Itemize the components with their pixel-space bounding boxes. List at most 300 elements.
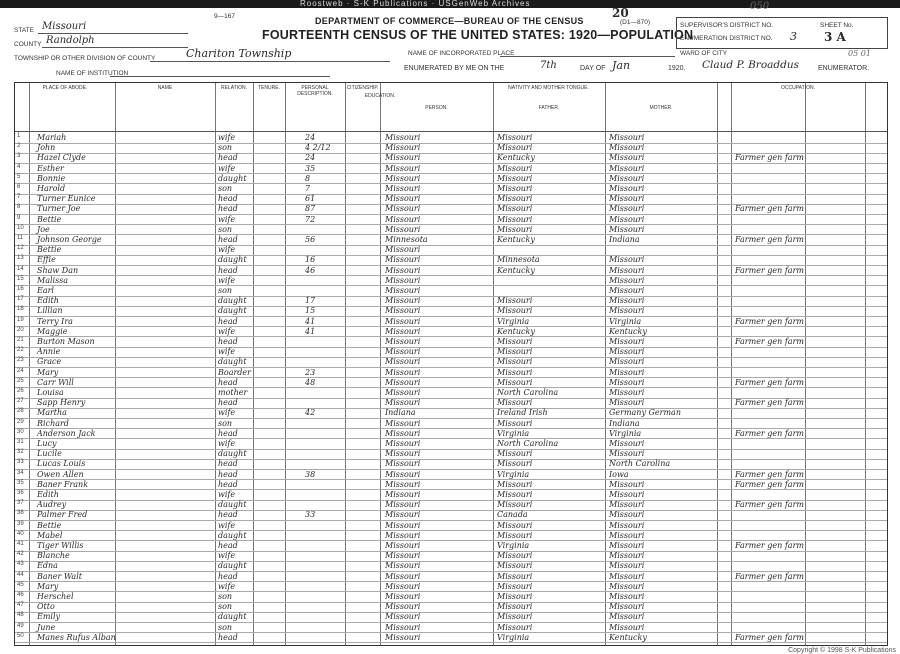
row-number: 30 [17,428,24,435]
birthplace: Missouri [385,194,421,204]
mother-birthplace: Kentucky [609,326,647,336]
archive-banner-text: Roostweb · S-K Publications · USGenWeb Archives [300,0,531,8]
relation: head [218,337,238,346]
relation: wife [218,326,236,336]
birthplace: Missouri [385,245,421,255]
county-label: COUNTY [14,41,42,48]
person-name: Hazel Clyde [37,153,86,163]
father-birthplace: Missouri [497,612,533,622]
mother-birthplace: Germany German [609,408,681,418]
occupation: Farmer gen farm [735,469,804,479]
table-row [15,143,887,153]
table-row [15,317,887,327]
father-birthplace: Missouri [497,143,533,153]
mother-birthplace: Missouri [609,510,645,520]
relation: head [218,265,238,275]
age: 35 [305,163,316,173]
col-nativity: NATIVITY AND MOTHER TONGUE. [508,85,589,91]
col-tenure: TENURE. [258,85,280,91]
birthplace: Missouri [385,500,421,510]
relation: daught [218,530,247,540]
father-birthplace: Missouri [497,449,533,459]
occupation: Farmer gen farm [735,153,804,163]
father-birthplace: Missouri [497,377,533,387]
supervisor-label: SUPERVISOR'S DISTRICT NO. [680,22,774,29]
relation: daught [218,561,247,571]
row-number: 39 [17,520,24,527]
person-name: Grace [37,357,62,367]
institution-label: NAME OF INSTITUTION [56,70,129,77]
person-name: Lucy [37,439,57,448]
father-birthplace: Virginia [497,469,530,479]
row-number: 15 [17,275,24,282]
mother-birthplace: Missouri [609,500,645,510]
occupation: Farmer gen farm [735,377,804,387]
father-birthplace: Missouri [497,530,533,540]
row-number: 26 [17,388,24,394]
birthplace: Missouri [385,265,421,275]
person-name: Harold [37,184,66,193]
census-title: FOURTEENTH CENSUS OF THE UNITED STATES: 1920—POPULATION [262,28,694,42]
row-rule [15,642,887,643]
person-name: Edna [37,561,58,571]
row-number: 13 [17,255,24,262]
person-name: Bettie [37,245,62,255]
col-name: NAME [157,85,173,91]
table-row [15,582,887,592]
birthplace: Missouri [385,530,421,540]
relation: head [218,316,238,326]
table-row [15,347,887,357]
birthplace: Missouri [385,163,421,173]
birthplace: Missouri [385,133,421,142]
row-number: 27 [17,398,24,405]
father-birthplace: Missouri [497,459,533,469]
father-birthplace: Missouri [497,581,533,591]
relation: wife [218,581,236,591]
birthplace: Missouri [385,388,421,397]
col-personal-description: PERSONAL DESCRIPTION. [297,85,333,97]
person-name: Anderson Jack [37,428,96,438]
father-birthplace: North Carolina [497,439,559,448]
mother-birthplace: Missouri [609,296,645,306]
person-name: Sapp Henry [37,398,86,408]
age: 61 [305,194,316,204]
birthplace: Missouri [385,520,421,530]
birthplace: Missouri [385,479,421,489]
birthplace: Missouri [385,275,421,285]
row-number: 41 [17,541,24,547]
table-row [15,378,887,388]
row-number: 44 [17,571,24,578]
col-place-of-abode: PLACE OF ABODE. [42,85,88,91]
birthplace: Missouri [385,316,421,326]
table-row [15,266,887,276]
table-row [15,633,887,643]
table-row [15,500,887,510]
mother-birthplace: Missouri [609,184,645,193]
occupation: Farmer gen farm [735,398,804,408]
person-name: Otto [37,602,55,612]
table-row [15,612,887,622]
father-birthplace: Missouri [497,490,533,499]
relation: head [218,541,238,550]
birthplace: Missouri [385,377,421,387]
relation: son [218,224,233,234]
father-birthplace: Missouri [497,347,533,357]
birthplace: Missouri [385,612,421,622]
table-row [15,215,887,225]
subhead-father: FATHER. [538,105,560,111]
father-birthplace: Missouri [497,173,533,183]
father-birthplace: Missouri [497,214,533,224]
table-row [15,306,887,316]
father-birthplace: Canada [497,510,528,520]
occupation: Farmer gen farm [735,479,804,489]
row-number: 17 [17,296,24,303]
father-birthplace: Missouri [497,520,533,530]
birthplace: Missouri [385,398,421,408]
row-number: 8 [17,204,21,211]
row-number: 12 [17,245,24,252]
father-birthplace: Virginia [497,428,530,438]
person-name: Earl [37,286,54,295]
table-row [15,429,887,439]
birthplace: Missouri [385,571,421,581]
age: 8 [305,173,311,183]
mother-birthplace: Missouri [609,520,645,530]
person-name: Turner Eunice [37,194,96,204]
mother-birthplace: Missouri [609,592,645,601]
mother-birthplace: Missouri [609,153,645,163]
birthplace: Missouri [385,551,421,561]
table-row [15,408,887,418]
row-number: 21 [17,337,24,343]
birthplace: Missouri [385,214,421,224]
row-number: 47 [17,602,24,609]
mother-birthplace: Missouri [609,479,645,489]
table-row [15,174,887,184]
person-name: John [37,143,56,153]
relation: daught [218,500,247,510]
person-name: Bonnie [37,173,66,183]
row-number: 50 [17,632,24,639]
enumerated-label: ENUMERATED BY ME ON THE [404,65,505,72]
person-name: Esther [37,163,64,173]
mother-birthplace: Missouri [609,581,645,591]
row-number: 22 [17,347,24,354]
occupation: Farmer gen farm [735,500,804,510]
table-row [15,337,887,347]
page-number: 20 [612,6,629,20]
relation: head [218,194,238,204]
father-birthplace: Missouri [497,357,533,367]
relation: head [218,204,238,214]
row-number: 42 [17,551,24,558]
table-row [15,592,887,602]
father-birthplace: Missouri [497,571,533,581]
person-name: June [37,622,56,632]
mother-birthplace: Missouri [609,571,645,581]
mother-birthplace: Missouri [609,612,645,622]
occupation: Farmer gen farm [735,235,804,244]
relation: head [218,235,238,244]
mother-birthplace: Missouri [609,377,645,387]
person-name: Manes Rufus Alban [37,632,116,642]
subhead-mother: MOTHER. [649,105,673,111]
relation: head [218,571,238,581]
table-row [15,490,887,500]
age: 7 [305,184,311,193]
mother-birthplace: Missouri [609,357,645,367]
birthplace: Missouri [385,510,421,520]
county-value: Randolph [46,35,95,46]
birthplace: Missouri [385,184,421,193]
father-birthplace: North Carolina [497,388,559,397]
mother-birthplace: Virginia [609,428,642,438]
person-name: Malissa [37,275,69,285]
birthplace: Missouri [385,490,421,499]
row-number: 7 [17,194,21,201]
relation: son [218,592,233,601]
relation: wife [218,133,236,142]
mother-birthplace: Indiana [609,418,640,428]
relation: daught [218,357,247,367]
department-heading: DEPARTMENT OF COMMERCE—BUREAU OF THE CENSUS [315,16,584,26]
person-name: Effie [37,255,56,265]
table-row [15,449,887,459]
row-number: 23 [17,357,24,364]
person-name: Turner Joe [37,204,81,214]
form-number: 9—167 [214,13,235,20]
table-row [15,459,887,469]
relation: daught [218,296,247,306]
ward-label: WARD OF CITY [680,50,728,57]
row-number: 6 [17,184,21,190]
age: 24 [305,153,316,163]
age: 23 [305,367,316,377]
person-name: Tiger Willis [37,541,84,550]
state-label: STATE [14,27,34,34]
mother-birthplace: Missouri [609,530,645,540]
row-number: 36 [17,490,24,496]
person-name: Johnson George [37,235,102,244]
mother-birthplace: Missouri [609,194,645,204]
father-birthplace: Minnesota [497,255,540,265]
age: 4 2/12 [305,143,331,153]
father-birthplace: Virginia [497,632,530,642]
relation: wife [218,347,236,357]
relation: wife [218,163,236,173]
relation: wife [218,214,236,224]
age: 15 [305,306,316,316]
relation: head [218,479,238,489]
person-name: Martha [37,408,67,418]
row-number: 14 [17,265,24,272]
row-number: 46 [17,592,24,598]
relation: wife [218,551,236,561]
father-birthplace: Missouri [497,367,533,377]
row-number: 38 [17,510,24,517]
birthplace: Missouri [385,602,421,612]
birthplace: Missouri [385,632,421,642]
birthplace: Missouri [385,173,421,183]
occupation: Farmer gen farm [735,428,804,438]
copyright-notice: Copyright © 1998 S-K Publications [788,647,896,654]
father-birthplace: Kentucky [497,235,535,244]
person-name: Blanche [37,551,70,561]
mother-birthplace: Iowa [609,469,629,479]
col-education: EDUCATION. [364,93,396,99]
relation: wife [218,275,236,285]
table-row [15,235,887,245]
occupation: Farmer gen farm [735,204,804,214]
row-number: 45 [17,581,24,588]
col-relation: RELATION. [220,85,248,91]
mother-birthplace: Missouri [609,224,645,234]
mother-birthplace: Missouri [609,163,645,173]
birthplace: Indiana [385,408,416,418]
row-number: 25 [17,377,24,384]
table-row [15,286,887,296]
birthplace: Missouri [385,306,421,316]
corner-note: 050 [750,1,770,12]
birthplace: Missouri [385,255,421,265]
birthplace: Missouri [385,357,421,367]
table-row [15,204,887,214]
table-row [15,194,887,204]
person-name: Shaw Dan [37,265,79,275]
father-birthplace: Kentucky [497,153,535,163]
person-name: Mary [37,367,59,377]
birthplace: Missouri [385,153,421,163]
mother-birthplace: Missouri [609,306,645,316]
age: 56 [305,235,316,244]
row-number: 24 [17,367,24,374]
father-birthplace: Missouri [497,561,533,571]
row-number: 29 [17,418,24,425]
table-row [15,602,887,612]
person-name: Emily [37,612,61,622]
person-name: Edith [37,490,59,499]
table-row [15,133,887,143]
father-birthplace: Ireland Irish [497,408,548,418]
row-number: 16 [17,286,24,292]
mother-birthplace: Missouri [609,602,645,612]
relation: daught [218,173,247,183]
mother-birthplace: Missouri [609,561,645,571]
mother-birthplace: Missouri [609,439,645,448]
relation: mother [218,388,248,397]
person-name: Mariah [37,133,67,142]
enumeration-label: ENUMERATION DISTRICT NO. [680,35,773,42]
relation: head [218,469,238,479]
table-row [15,184,887,194]
father-birthplace: Kentucky [497,265,535,275]
mother-birthplace: Missouri [609,275,645,285]
table-row [15,153,887,163]
person-name: Palmer Fred [37,510,88,520]
relation: daught [218,612,247,622]
age: 17 [305,296,316,306]
row-number: 48 [17,612,24,619]
col-citizenship: CITIZENSHIP. [346,85,379,91]
relation: son [218,602,233,612]
age: 42 [305,408,316,418]
person-name: Louisa [37,388,64,397]
row-number: 49 [17,622,24,629]
birthplace: Missouri [385,469,421,479]
age: 38 [305,469,316,479]
birthplace: Missouri [385,449,421,459]
person-name: Bettie [37,520,62,530]
table-row [15,419,887,429]
age: 41 [305,326,316,336]
township-label: TOWNSHIP OR OTHER DIVISION OF COUNTY [14,55,156,62]
age: 48 [305,377,316,387]
person-name: Richard [37,418,69,428]
mother-birthplace: Missouri [609,398,645,408]
table-row [15,327,887,337]
mother-birthplace: Missouri [609,490,645,499]
birthplace: Missouri [385,418,421,428]
table-row [15,398,887,408]
father-birthplace: Missouri [497,622,533,632]
relation: head [218,398,238,408]
row-number: 37 [17,500,24,507]
father-birthplace: Missouri [497,418,533,428]
table-row [15,470,887,480]
person-name: Burton Mason [37,337,95,346]
mother-birthplace: Indiana [609,235,640,244]
father-birthplace: Missouri [497,551,533,561]
person-name: Baner Walt [37,571,82,581]
relation: son [218,286,233,295]
father-birthplace: Missouri [497,204,533,214]
occupation: Farmer gen farm [735,632,804,642]
birthplace: Missouri [385,592,421,601]
table-row [15,572,887,582]
person-name: Carr Will [37,377,74,387]
person-name: Mary [37,581,59,591]
mother-birthplace: Missouri [609,551,645,561]
birthplace: Missouri [385,143,421,153]
relation: son [218,622,233,632]
father-birthplace: Missouri [497,479,533,489]
relation: wife [218,245,236,255]
person-name: Lillian [37,306,63,316]
row-number: 18 [17,306,24,313]
occupation: Farmer gen farm [735,316,804,326]
birthplace: Minnesota [385,235,428,244]
table-row [15,521,887,531]
relation: son [218,418,233,428]
age: 24 [305,133,316,142]
father-birthplace: Missouri [497,500,533,510]
mother-birthplace: Missouri [609,143,645,153]
age: 33 [305,510,316,520]
row-number: 20 [17,326,24,333]
col-occupation: OCCUPATION. [781,85,815,91]
row-number: 3 [17,153,21,160]
father-birthplace: Missouri [497,194,533,204]
relation: wife [218,520,236,530]
mother-birthplace: Missouri [609,286,645,295]
table-row [15,357,887,367]
place-label: NAME OF INCORPORATED PLACE [408,50,515,57]
mother-birthplace: Missouri [609,204,645,214]
mother-birthplace: Missouri [609,337,645,346]
